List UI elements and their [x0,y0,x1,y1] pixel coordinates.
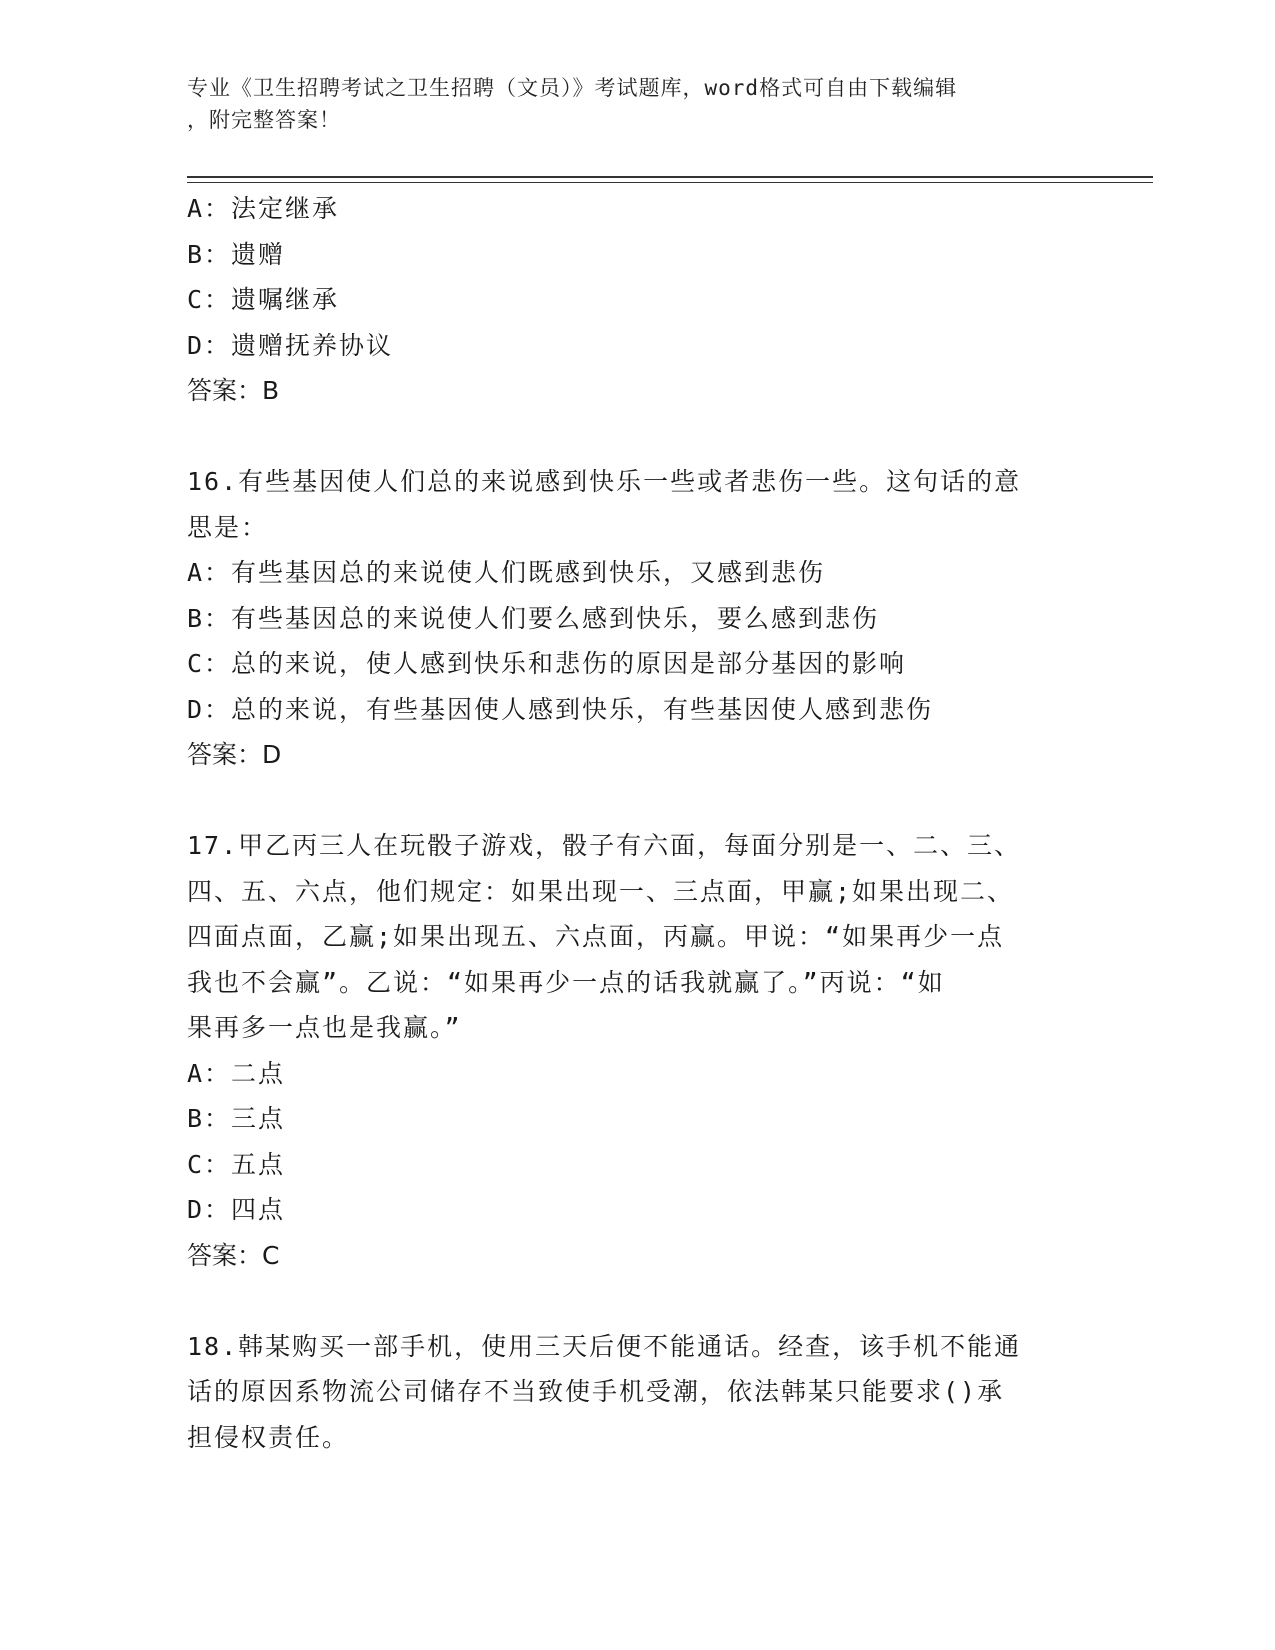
question-stem-line: 话的原因系物流公司储存不当致使手机受潮，依法韩某只能要求()承 [187,1377,1005,1406]
option-d: D：四点 [187,1195,286,1224]
option-a: A：二点 [187,1058,286,1088]
option-a: A：法定继承 [187,194,340,223]
header-title-line-2: ，附完整答案！ [187,108,341,132]
option-c: C：总的来说，使人感到快乐和悲伤的原因是部分基因的影响 [187,649,907,678]
option-b: B：有些基因总的来说使人们要么感到快乐，要么感到悲伤 [187,603,880,633]
question-stem-line: 果再多一点也是我赢。” [187,1013,462,1042]
option-d: D：遗赠抚养协议 [187,330,394,360]
question-stem-line: 16.有些基因使人们总的来说感到快乐一些或者悲伤一些。这句话的意 [187,467,1022,496]
question-stem-line: 18.韩某购买一部手机，使用三天后便不能通话。经查，该手机不能通 [187,1331,1022,1361]
question-16 [187,459,1087,778]
question-stem-line: 思是： [187,512,269,542]
header-divider-thin [187,182,1153,183]
spacer [187,778,1087,824]
question-stem-line: 17.甲乙丙三人在玩骰子游戏，骰子有六面，每面分别是一、二、三、 [187,831,1022,860]
option-c: C：五点 [187,1149,286,1179]
spacer [187,414,1087,460]
header-divider-thick [187,176,1153,178]
spacer [187,1278,1087,1324]
document-body [187,186,1087,1460]
answer-line: 答案：B [187,376,280,405]
option-a: A：有些基因总的来说使人们既感到快乐，又感到悲伤 [187,558,826,587]
answer-line: 答案：C [187,1240,280,1270]
option-b: B：三点 [187,1104,286,1133]
answer-line: 答案：D [187,740,282,769]
question-15-tail [187,186,1087,414]
option-d: D：总的来说，有些基因使人感到快乐，有些基因使人感到悲伤 [187,694,934,724]
question-stem-line: 四面点面，乙赢;如果出现五、六点面，丙赢。甲说：“如果再少一点 [187,922,1005,951]
question-17 [187,823,1087,1278]
document-header [187,72,1067,136]
question-stem-line: 四、五、六点，他们规定：如果出现一、三点面，甲赢;如果出现二、 [187,876,1015,906]
option-b: B：遗赠 [187,239,286,269]
question-stem-line: 担侵权责任。 [187,1422,350,1452]
question-stem-line: 我也不会赢”。乙说：“如果再少一点的话我就赢了。”丙说：“如 [187,967,945,997]
question-18 [187,1324,1087,1461]
header-title-line-1: 专业《卫生招聘考试之卫生招聘（文员）》考试题库，word格式可自由下载编辑 [187,76,958,100]
option-c: C：遗嘱继承 [187,285,340,314]
